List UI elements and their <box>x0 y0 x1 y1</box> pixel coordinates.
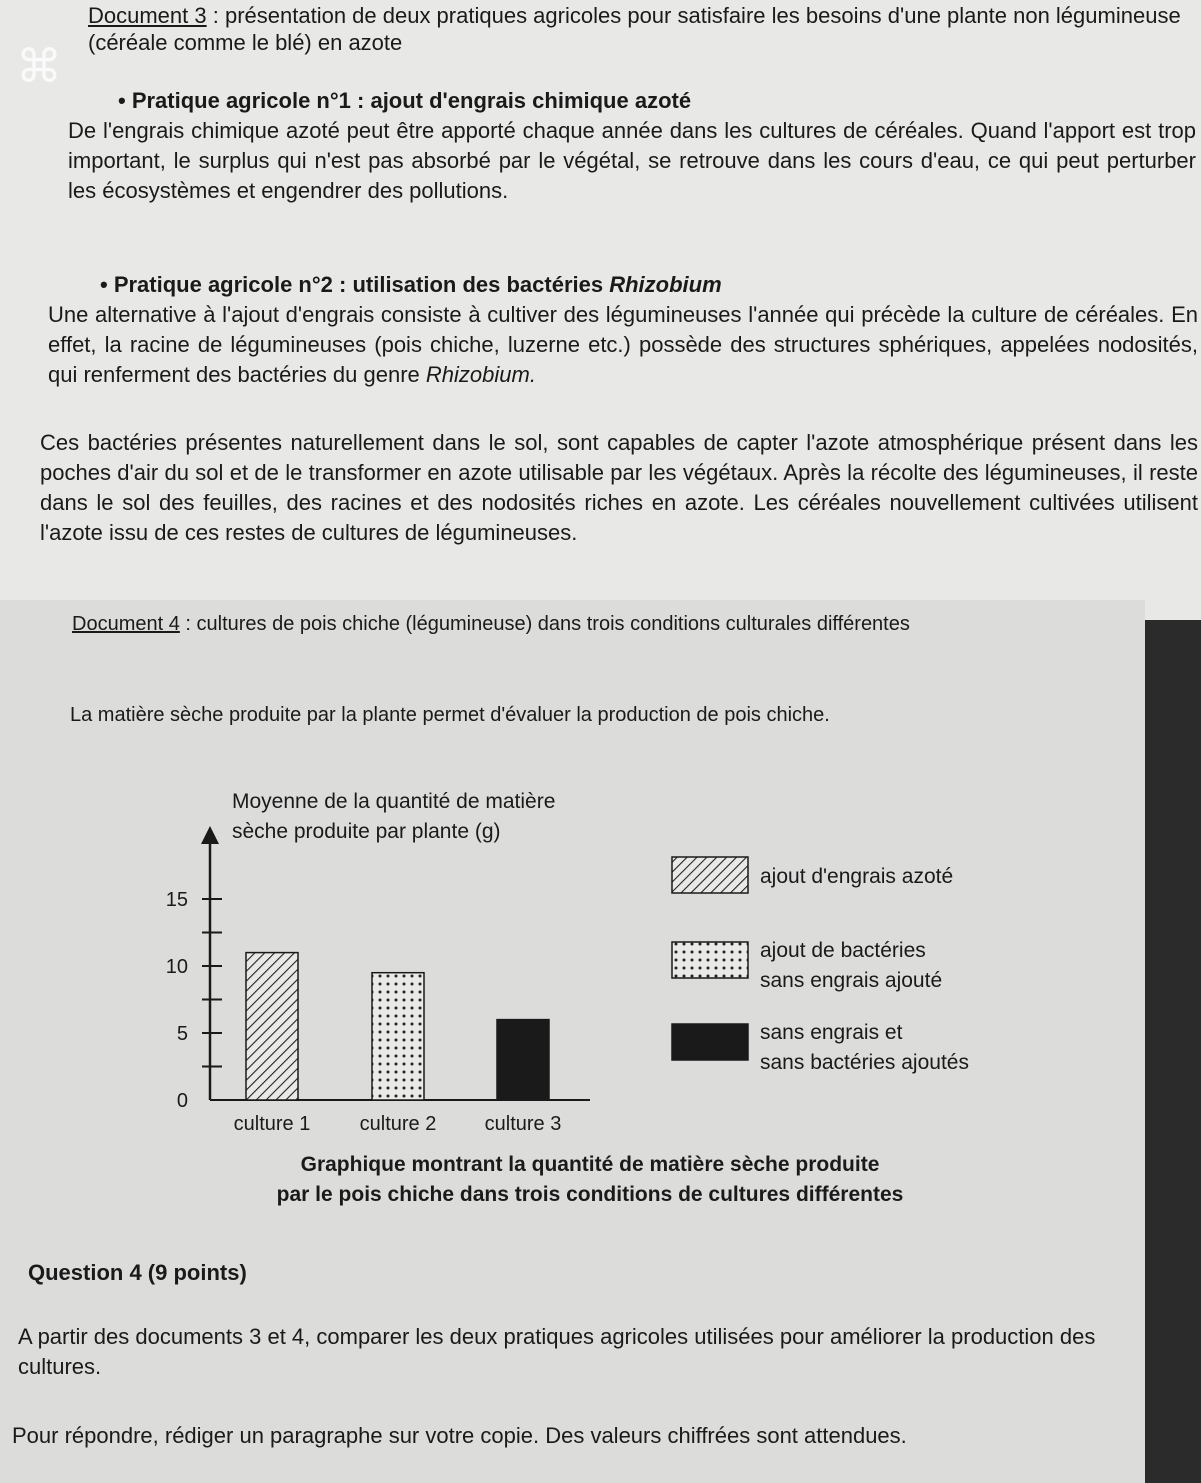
practice-2-text-1b: Rhizobium. <box>425 362 536 387</box>
practice-2-heading-text: • Pratique agricole n°2 : utilisation des bactéries <box>100 272 610 297</box>
y-tick-label: 10 <box>165 956 188 978</box>
bar-culture-3 <box>497 1020 549 1100</box>
question-text: A partir des documents 3 et 4, comparer les deux pratiques agricoles utilisées pour améliorer la production des cultures. <box>18 1324 1096 1379</box>
y-axis-label-line-2: sèche produite par plante (g) <box>232 820 501 843</box>
practice-2-text-1 <box>48 300 1198 390</box>
document-4-label: Document 4 <box>72 613 180 635</box>
legend-label-line-2: sans engrais ajouté <box>760 969 943 992</box>
practice-2-heading-genus: Rhizobium <box>609 272 722 297</box>
legend-label: sans engrais et <box>760 1021 903 1044</box>
document-4-intro: La matière sèche produite par la plante permet d'évaluer la production de pois chiche. <box>70 704 830 726</box>
y-tick-label: 15 <box>165 889 188 911</box>
chart-caption-line-2: par le pois chiche dans trois conditions de cultures différentes <box>276 1183 904 1206</box>
legend-label: ajout de bactéries <box>760 939 926 962</box>
practice-1-text: De l'engrais chimique azoté peut être apporté chaque année dans les cultures de céréales. Quand l'apport est trop important, le surplus qui n'est pas absorbé par le végétal, se retrouve dans les cours d'eau, ce qui peut perturber les écosystèmes et engendrer des pollutions. <box>68 118 1196 203</box>
document-4-title-text: : cultures de pois chiche (légumineuse) dans trois conditions culturales différentes <box>179 613 910 635</box>
document-4-title <box>72 612 1112 636</box>
logo-icon: ⌘ <box>16 40 62 92</box>
question-note: Pour répondre, rédiger un paragraphe sur votre copie. Des valeurs chiffrées sont attendues. <box>12 1423 907 1448</box>
legend-label: ajout d'engrais azoté <box>760 865 954 888</box>
legend-swatch <box>672 857 748 893</box>
chart-caption <box>170 1150 1010 1210</box>
y-axis-arrow <box>201 826 219 844</box>
document-3-label: Document 3 <box>88 3 207 28</box>
document-3-title-text: : présentation de deux pratiques agricoles pour satisfaire les besoins d'une plante non légumineuse (céréale comme le blé) en azote <box>88 3 1181 55</box>
legend-swatch <box>672 942 748 978</box>
y-axis-label-line-1: Moyenne de la quantité de matière <box>232 790 556 813</box>
practice-2-text-1a: Une alternative à l'ajout d'engrais consiste à cultiver des légumineuses l'année qui précède la culture de céréales. En effet, la racine de légumineuses (pois chiche, luzerne etc.) possède des structures sphériques, appelées nodosités, qui renferment des bactéries du genre <box>48 302 1198 387</box>
practice-2-heading <box>100 272 722 298</box>
question-title: Question 4 (9 points) <box>28 1260 247 1285</box>
legend-label-line-2: sans bactéries ajoutés <box>760 1051 969 1074</box>
bar-culture-2 <box>372 973 424 1100</box>
legend-swatch <box>672 1024 748 1060</box>
y-tick-label: 5 <box>176 1023 188 1045</box>
x-tick-label: culture 2 <box>359 1113 437 1135</box>
x-tick-label: culture 3 <box>484 1113 562 1135</box>
x-tick-label: culture 1 <box>233 1113 311 1135</box>
practice-2-text-2: Ces bactéries présentes naturellement dans le sol, sont capables de capter l'azote atmosphérique présent dans les poches d'air du sol et de le transformer en azote utilisable par les végétaux. Après la récolte des légumineuses, il reste dans le sol des feuilles, des racines et des nodosités riches en azote. Les céréales nouvellement cultivées utilisent l'azote issu de ces restes de cultures de légumineuses. <box>40 430 1198 545</box>
practice-1-heading: • Pratique agricole n°1 : ajout d'engrais chimique azoté <box>118 88 692 113</box>
document-3-title <box>88 2 1193 56</box>
y-tick-label: 0 <box>176 1090 188 1112</box>
chart-caption-line-1: Graphique montrant la quantité de matière sèche produite <box>300 1153 880 1176</box>
bar-culture-1 <box>246 953 298 1100</box>
